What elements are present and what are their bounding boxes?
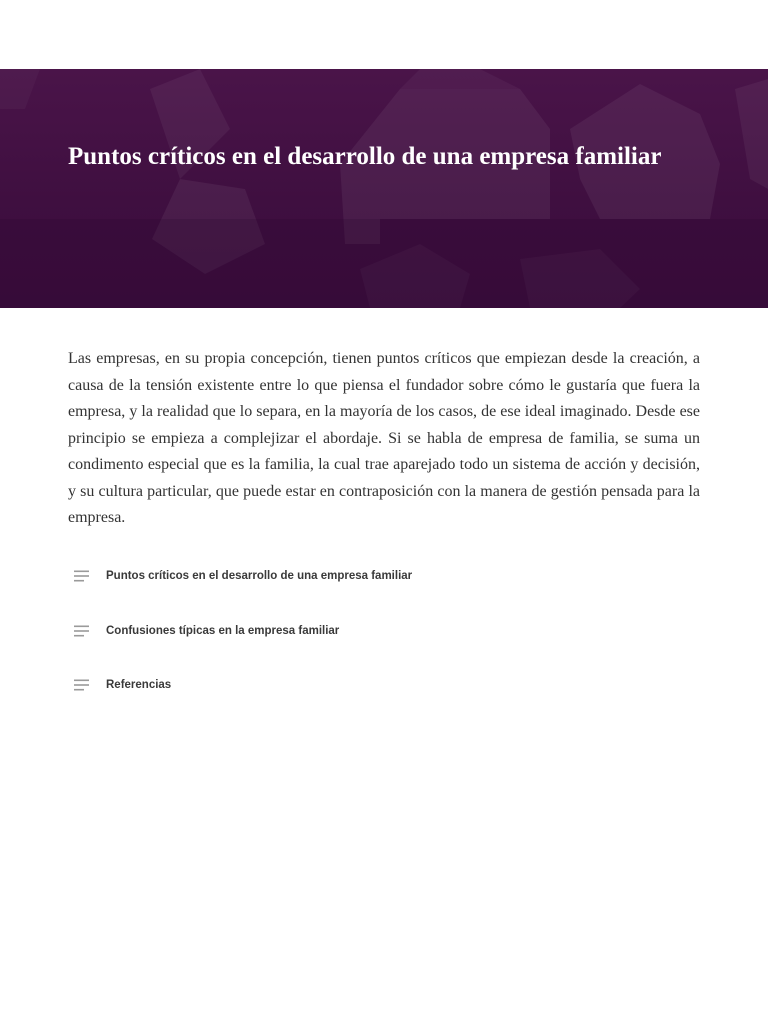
lines-icon [68, 677, 106, 693]
toc-item-puntos-criticos[interactable] [68, 560, 700, 592]
toc-item-label: Referencias [106, 679, 172, 691]
toc-item-referencias[interactable] [68, 669, 700, 701]
toc-item-label: Confusiones típicas en la empresa familiar [106, 624, 340, 637]
page-title: Puntos críticos en el desarrollo de una empresa familiar [68, 143, 662, 170]
toc-item-confusiones-tipicas[interactable] [68, 615, 700, 647]
lines-icon [68, 568, 106, 584]
lines-icon [68, 623, 106, 639]
hero-background-image [0, 69, 768, 308]
toc-item-label: Puntos críticos en el desarrollo de una empresa familiar [106, 570, 413, 582]
table-of-contents [68, 560, 700, 724]
intro-paragraph: Las empresas, en su propia concepción, tienen puntos críticos que empiezan desde la creación, a causa de la tensión existente entre lo que piensa el fundador sobre cómo le gustaría que fuera la empresa, y la realidad que lo separa, en la mayoría de los casos, de ese ideal imaginado. Desde ese principio se empieza a complejizar el abordaje. Si se habla de empresa de familia, se suma un condimento especial que es la familia, la cual trae aparejado todo un sistema de acción y decisión, y su cultura particular, que puede estar en contraposición con la manera de gestión pensada para la empresa. [68, 350, 700, 526]
hero-banner [0, 69, 768, 308]
